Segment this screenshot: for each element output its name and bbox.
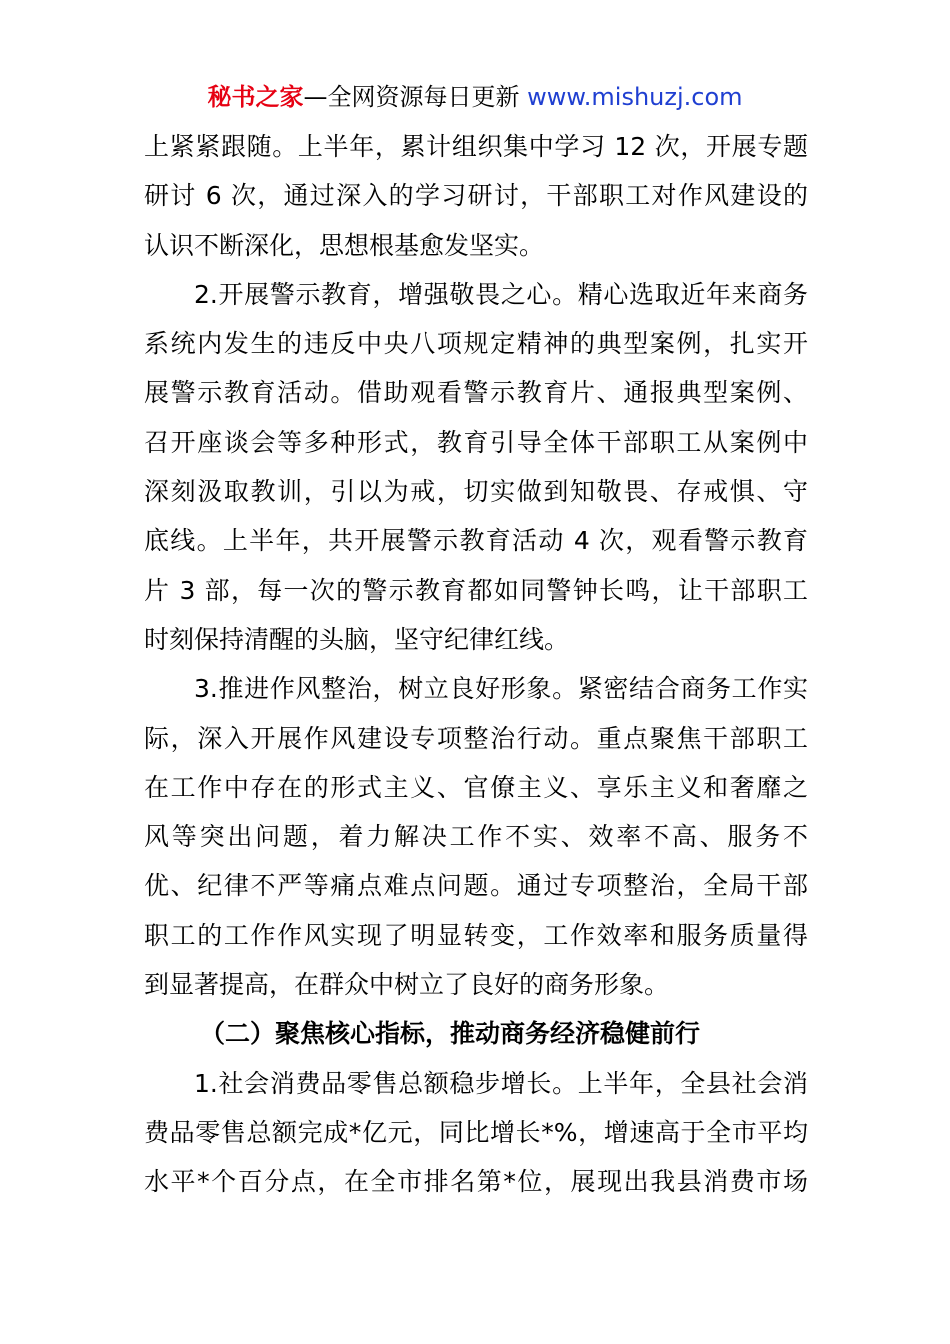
text-line: 深刻汲取教训，引以为戒，切实做到知敬畏、存戒惧、守 — [144, 477, 808, 507]
text-line: 研讨 6 次，通过深入的学习研讨，干部职工对作风建设的 — [144, 181, 808, 211]
text-line: 职工的工作作风实现了明显转变，工作效率和服务质量得 — [144, 920, 808, 950]
site-url-link[interactable]: www.mishuzj.com — [527, 83, 743, 111]
text-line: 水平*个百分点，在全市排名第*位，展现出我县消费市场 — [144, 1167, 808, 1197]
text-line: 风等突出问题，着力解决工作不实、效率不高、服务不 — [144, 822, 808, 852]
paragraph-start-line: 2.开展警示教育，增强敬畏之心。精心选取近年来商务 — [194, 279, 808, 309]
paragraph-start-line: 3.推进作风整治，树立良好形象。紧密结合商务工作实 — [194, 674, 808, 704]
header-tagline: —全网资源每日更新 — [303, 83, 528, 111]
section-heading: （二）聚焦核心指标，推动商务经济稳健前行 — [200, 1019, 701, 1049]
text-line: 优、纪律不严等痛点难点问题。通过专项整治，全局干部 — [144, 871, 808, 901]
text-line: 费品零售总额完成*亿元，同比增长*%，增速高于全市平均 — [144, 1117, 808, 1147]
text-line: 上紧紧跟随。上半年，累计组织集中学习 12 次，开展专题 — [144, 132, 808, 161]
text-line: 片 3 部，每一次的警示教育都如同警钟长鸣，让干部职工 — [144, 575, 808, 605]
document-body — [144, 122, 808, 1207]
text-line: 系统内发生的违反中央八项规定精神的典型案例，扎实开 — [144, 329, 808, 359]
site-header — [0, 82, 950, 112]
text-line: 际，深入开展作风建设专项整治行动。重点聚焦干部职工 — [144, 723, 808, 753]
brand-name: 秘书之家 — [207, 83, 304, 111]
text-line: 底线。上半年，共开展警示教育活动 4 次，观看警示教育 — [144, 526, 808, 556]
text-line: 认识不断深化，思想根基愈发坚实。 — [144, 230, 545, 260]
paragraph-start-line: 1.社会消费品零售总额稳步增长。上半年，全县社会消 — [194, 1068, 808, 1098]
text-line: 在工作中存在的形式主义、官僚主义、享乐主义和奢靡之 — [144, 772, 808, 802]
text-line: 时刻保持清醒的头脑，坚守纪律红线。 — [144, 624, 570, 654]
text-line: 到显著提高，在群众中树立了良好的商务形象。 — [144, 970, 670, 1000]
text-line: 召开座谈会等多种形式，教育引导全体干部职工从案例中 — [144, 427, 808, 457]
text-line: 展警示教育活动。借助观看警示教育片、通报典型案例、 — [144, 378, 808, 408]
